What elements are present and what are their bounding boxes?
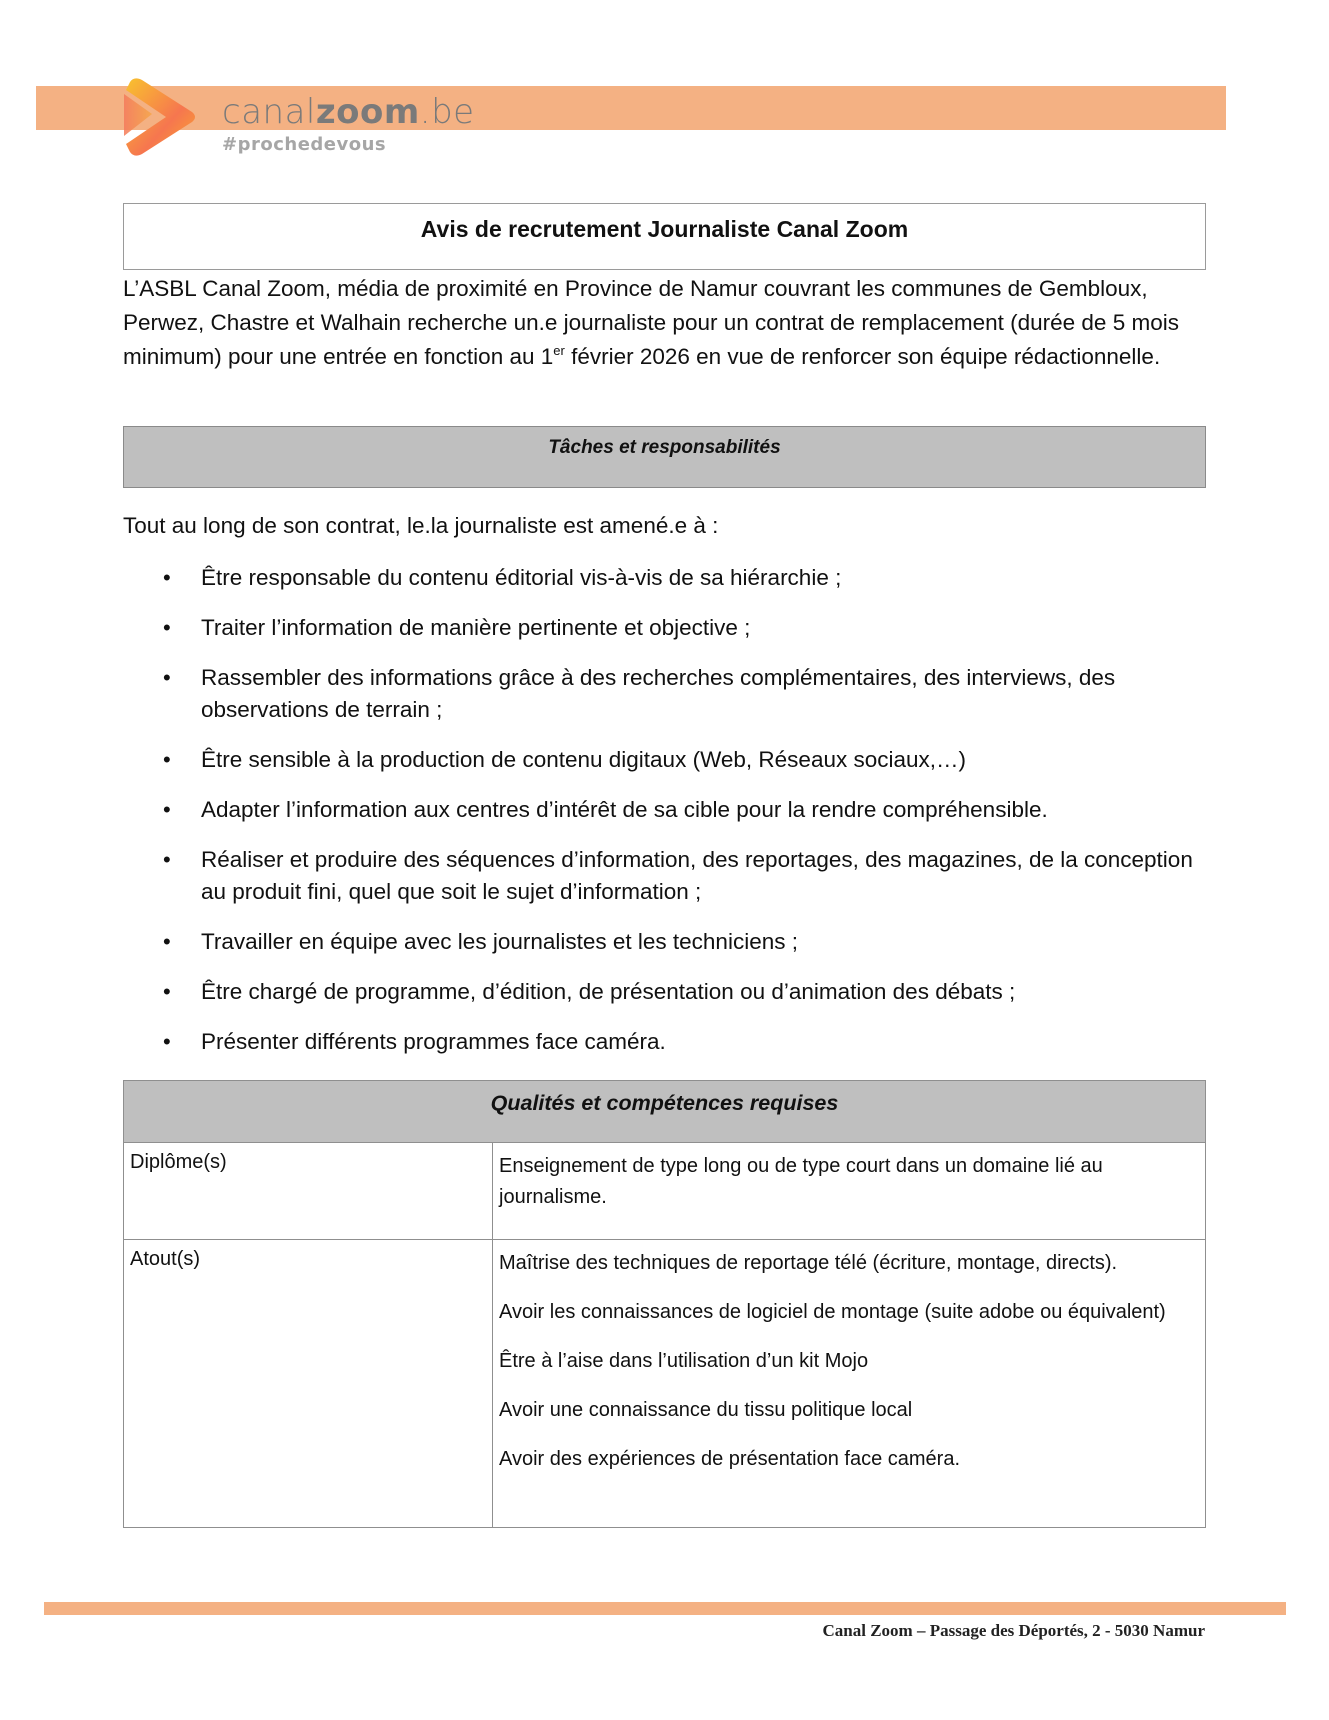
- list-item: • Être responsable du contenu éditorial vis-à-vis de sa hiérarchie ;: [123, 562, 1213, 594]
- asset-text: Maîtrise des techniques de reportage télé (écriture, montage, directs).: [499, 1252, 1118, 1274]
- list-item: • Être chargé de programme, d’édition, de présentation ou d’animation des débats ;: [123, 976, 1213, 1008]
- qualities-table: [123, 1080, 1206, 1528]
- qualities-table-header: Qualités et compétences requises: [124, 1081, 1206, 1143]
- brand-tagline: #prochedevous: [222, 134, 387, 155]
- document-title-box: [123, 203, 1206, 270]
- asset-text: Avoir des expériences de présentation face caméra.: [499, 1448, 961, 1470]
- footer-accent-bar: [44, 1602, 1286, 1615]
- document-title: Avis de recrutement Journaliste Canal Zoom: [420, 216, 909, 242]
- bullet-icon: •: [163, 615, 171, 640]
- tasks-list: [123, 562, 1213, 1076]
- list-item: • Présenter différents programmes face caméra.: [123, 1026, 1213, 1058]
- row-value: [493, 1143, 1206, 1240]
- asset-text: Avoir une connaissance du tissu politique local: [499, 1399, 913, 1421]
- asset-text: Avoir les connaissances de logiciel de montage (suite adobe ou équivalent): [499, 1301, 1166, 1323]
- row-value: [493, 1240, 1206, 1528]
- bullet-icon: •: [163, 1029, 171, 1054]
- asset-text: Être à l’aise dans l’utilisation d’un kit Mojo: [499, 1350, 869, 1372]
- requirement-text: Enseignement de type long ou de type court dans un domaine lié au journalisme.: [499, 1155, 1103, 1208]
- canalzoom-logo-icon: [122, 74, 200, 160]
- list-item: • Rassembler des informations grâce à des recherches complémentaires, des interviews, des observations de terrain ;: [123, 662, 1213, 726]
- bullet-icon: •: [163, 929, 171, 954]
- bullet-icon: •: [163, 665, 171, 690]
- bullet-icon: •: [163, 797, 171, 822]
- tasks-section-header: [123, 426, 1206, 488]
- list-item: • Réaliser et produire des séquences d’information, des reportages, des magazines, de la conception au produit fini, quel que soit le sujet d’information ;: [123, 844, 1213, 908]
- table-row: [124, 1143, 1206, 1240]
- bullet-icon: •: [163, 565, 171, 590]
- bullet-icon: •: [163, 979, 171, 1004]
- tasks-lead: Tout au long de son contrat, le.la journaliste est amené.e à :: [123, 513, 719, 538]
- intro-paragraph: L’ASBL Canal Zoom, média de proximité en Province de Namur couvrant les communes de Gembloux, Perwez, Chastre et Walhain recherche un.e journaliste pour un contrat de remplacement (durée de 5 mois minimum) pour une entrée en fonction au 1er février 2026 en vue de renforcer son équipe rédactionnelle.: [123, 276, 1179, 369]
- list-item: • Adapter l’information aux centres d’intérêt de sa cible pour la rendre compréhensible.: [123, 794, 1213, 826]
- footer-address: Canal Zoom – Passage des Déportés, 2 - 5030 Namur: [822, 1621, 1205, 1640]
- row-label: Diplôme(s): [124, 1143, 493, 1240]
- list-item: • Traiter l’information de manière pertinente et objective ;: [123, 612, 1213, 644]
- list-item: • Être sensible à la production de contenu digitaux (Web, Réseaux sociaux,…): [123, 744, 1213, 776]
- list-item: • Travailler en équipe avec les journalistes et les techniciens ;: [123, 926, 1213, 958]
- row-label: Atout(s): [124, 1240, 493, 1528]
- tasks-section-title: Tâches et responsabilités: [548, 437, 781, 458]
- brand-name: canalzoom.be: [222, 92, 475, 132]
- table-row: [124, 1240, 1206, 1528]
- bullet-icon: •: [163, 747, 171, 772]
- header-accent-bar: [36, 86, 1226, 130]
- bullet-icon: •: [163, 847, 171, 872]
